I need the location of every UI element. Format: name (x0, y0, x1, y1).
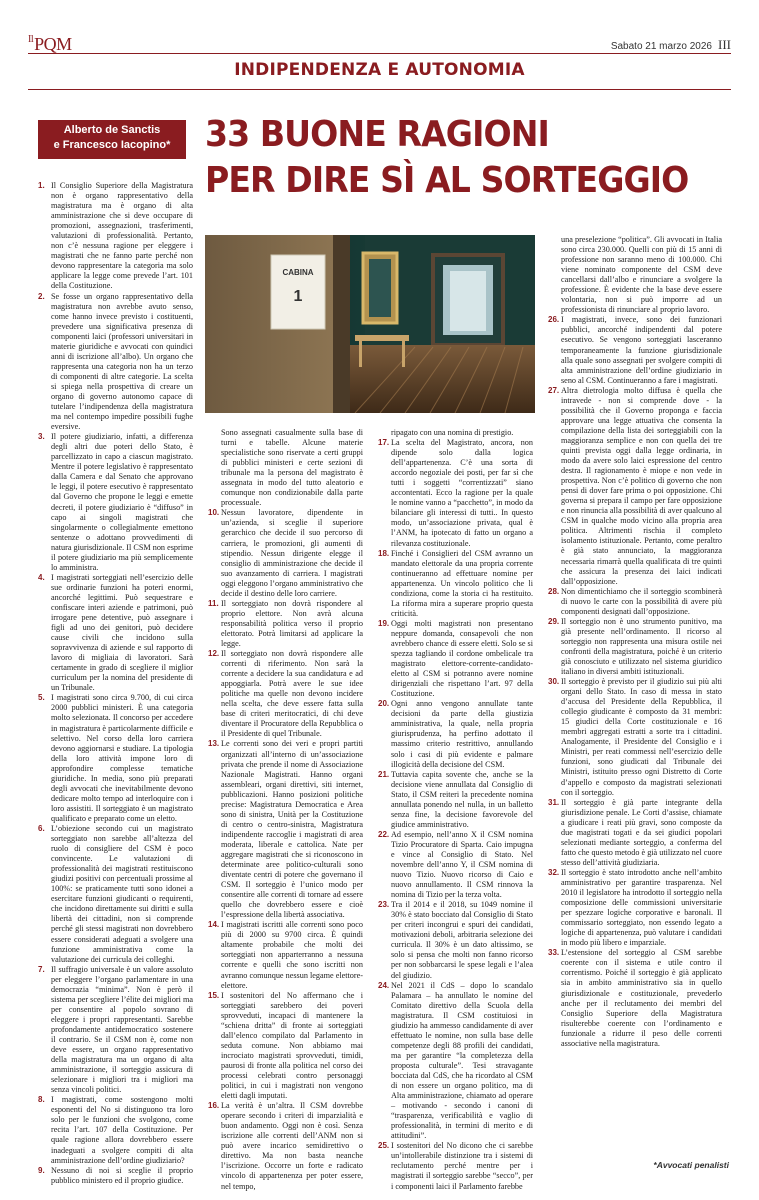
reason-item (38, 432, 193, 573)
reason-number: 33. (548, 948, 560, 958)
reason-item (38, 824, 193, 965)
header-rule (28, 53, 731, 54)
reason-text: Tra il 2014 e il 2018, su 1049 nomine il 30% è stato bocciato dal Consiglio di Stato per criteri incongrui e spuri dei candidati, motivazioni deboli, arbitraria selezione dei curricula. Il 30% è un dato altissimo, se solo si pensa che molti non fanno ricorso per non sobbarcarsi le spese legali e l’alea del giudizio. (391, 900, 533, 980)
reason-item (38, 573, 193, 694)
reason-text: Nessun lavoratore, dipendente in un’azienda, si sceglie il superiore gerarchico che decide il suo percorso di carriera, le promozioni, gli aumenti di stipendio. Nessun dirigente elegge il consiglio di amministrazione che decide il suo avanzamento di carriera. I magistrati oggi eleggono l’organo amministrativo che decide il destino delle loro carriere. (221, 508, 363, 598)
reason-text: Finché i Consiglieri del CSM avranno un mandato elettorale da una propria corrente continueranno ad effettuare nomine per appartenenza. Un vincolo politico che li condiziona, come la storia ci ha restituito. La riforma mira a superare proprio questa criticità. (391, 548, 533, 618)
reason-text: L’obiezione secondo cui un magistrato sorteggiato non sarebbe all’altezza del ruolo di consigliere del CSM è poco convincente. Le valutazioni di professionalità dei magistrati restituiscono giudizi positivi con percentuali prossime al 100%: se praticamente tutti sono idonei a esercitare funzioni giudicanti o requirenti, che incidono direttamente sui diritti e sulla libertà dei cittadini, non si comprende perché gli stessi magistrati non dovrebbero essere considerati adeguati a svolgere una funzione amministrativa come la valutazione dei curricula dei colleghi. (51, 824, 193, 964)
page-dateline (611, 37, 731, 53)
reason-number (378, 428, 391, 438)
reason-number: 5. (38, 693, 45, 703)
reason-item (548, 235, 722, 315)
article-column-1 (38, 181, 193, 1186)
author-line-2: e Francesco Iacopino* (53, 139, 171, 151)
reason-item (548, 798, 722, 868)
reason-item (378, 428, 533, 438)
reason-item (38, 292, 193, 433)
reason-text: Ogni anno vengono annullate tante decisioni da parte della giustizia amministrativa, la quale, nella propria giurisprudenza, ha perfino adottato il massimo criterio restrittivo, annullando solo i casi di più evidente e palmare illogicità della decisione del CSM. (391, 699, 533, 769)
reason-text: I magistrati iscritti alle correnti sono poco più di 2000 su 9700 circa. È quindi altamente probabile che molti dei sorteggiati non apparterranno a nessuna corrente e quelli che sono iscritti non avranno comunque nessun legame elettore-elettore. (221, 920, 363, 990)
page-number: III (718, 37, 731, 52)
reason-text: Il sorteggiato non dovrà rispondere alle correnti di riferimento. Non sarà la corrente a decidere la sua candidatura e ad appoggiarla. Potrà avere le sue idee politiche ma quelle non devono incidere nella scelta, che deve essere fatta sulla base di criteri meritocratici, di chi deve diventare il Procuratore della Repubblica o il Presidente di quel Tribunale. (221, 649, 363, 739)
reason-text: Ad esempio, nell’anno X il CSM nomina Tizio Procuratore di Sparta. Caio impugna e vince al Consiglio di Stato. Nel novembre dell’anno Y, il CSM nomina di nuovo Tizio. Nuovo ricorso di Caio e nuovo annullamento. Il CSM rinnova la nomina di Tizio per la terza volta. (391, 829, 533, 900)
reason-text: Il sorteggio è previsto per il giudizio sui più alti organi dello Stato. In caso di messa in stato d’accusa del Presidente della Repubblica, il collegio giudicante è composto da 31 membri: 15 giudici della Corte costituzionale e 16 membri aggregati estratti a sorte tra i cittadini. Analogamente, il Presidente del Consiglio e i Ministri, per reati commessi nell’esercizio delle funzioni, sono giudicati dal Tribunale dei Ministri, istituito presso ogni Distretto di Corte d’appello e composto da magistrati selezionati con il sorteggio. (561, 677, 722, 797)
reason-item (208, 1101, 363, 1191)
issue-date: Sabato 21 marzo 2026 (610, 41, 712, 52)
booth-sign-number: 1 (293, 288, 303, 305)
reason-number: 30. (548, 677, 560, 687)
reason-text: Le correnti sono dei veri e propri partiti organizzati all’interno di un’associazione privata che prende il nome di Associazione Nazionale Magistrati. Hanno organi assembleari, organi direttivi, siti internet, pubblicazioni. Hanno posizioni politiche precise: Magistratura Democratica e Area sono di sinistra, Unità per la Costituzione di centro o centro-sinistra, Magistratura indipendente raccoglie i magistrati di area moderata, liberale e cattolica. Nate per aggregare magistrati che si riconoscono in determinate aree politico-culturali sono diventate centri di potere che governano il CSM. Il sorteggio è l’unico modo per consentire alle correnti di tornare ad essere quello che dovrebbero essere e cioè l’espressione della libertà associativa. (221, 739, 363, 920)
reason-item (548, 868, 722, 948)
reason-number: 18. (378, 548, 390, 558)
reason-number: 31. (548, 797, 560, 807)
reason-number: 2. (38, 291, 45, 301)
reason-number: 15. (208, 990, 220, 1000)
reason-number (208, 428, 221, 508)
reason-text: Il suffragio universale è un valore assoluto per eleggere l’organo parlamentare in una democrazia “minima”. Non è però il sistema per scegliere l’élite dei migliori ma per consentire al popolo sovrano di eleggere i propri rappresentanti. Sarebbe profondamente antidemocratico sostenere il contrario. Se il CSM non è, come non deve essere, un organo rappresentativo della magistratura ma un organo di alta amministrazione, il sorteggio assicura di selezionare i migliori tra i migliori ma senza vincoli politici. (51, 964, 193, 1095)
reason-text: La verità è un’altra. Il CSM dovrebbe operare secondo i criteri di imparzialità e buon andamento. Oggi non è così. Senza iscrizione alle correnti dell’ANM non si può avere incarico semidirettivo o direttivo. Ma non basta neanche l’iscrizione. Occorre un forte e radicato vincolo di appartenenza per poter essere, nel tempo, (221, 1101, 363, 1191)
reason-text: ripagato con una nomina di prestigio. (391, 428, 514, 437)
reason-number: 19. (378, 618, 390, 628)
reason-text: I magistrati, come sostengono molti esponenti del No si distinguono tra loro solo per le funzioni che svolgono, come recita l’art. 107 della Costituzione. Per quale ragione allora dovrebbero essere inadeguati a svolgere compiti di alta amministrazione dell’ordine giudiziario? (51, 1095, 193, 1165)
reason-number: 23. (378, 900, 390, 910)
reason-text: I magistrati sorteggiati nell’esercizio delle sue ordinarie funzioni ha poteri enormi, ancorché legittimi. Può sequestrare e confiscare interi aziende e patrimoni, può irrogare pene detentive, può assegnare i figli ad uno dei genitori, può decidere cause civili che incidono sulla sopravvivenza di aziende e sul rapporto di lavoro di migliaia di lavoratori. Sarà certamente in grado di scegliere il miglior curriculum per la nomina del presidente di un Tribunale. (51, 572, 193, 693)
article-column-4 (548, 235, 722, 1049)
reason-number: 21. (378, 769, 390, 779)
reason-number: 12. (208, 649, 220, 659)
reason-number: 22. (378, 829, 390, 839)
reason-number: 3. (38, 432, 45, 442)
reason-item (378, 619, 533, 699)
reason-item (378, 549, 533, 619)
reason-text: Non dimentichiamo che il sorteggio scombinerà di nuovo le carte con la possibilità di avere più componenti designati dall’opposizione. (561, 586, 722, 616)
reason-number: 13. (208, 739, 220, 749)
reason-item (548, 386, 722, 587)
booth-sign-title: CABINA (282, 268, 314, 277)
reason-item (378, 830, 533, 900)
reason-text: Il potere giudiziario, infatti, a differenza degli altri due poteri dello Stato, è parcellizzato in capo a ciascun magistrato. Mentre il potere legislativo è rappresentato dalla Camera e dal Senato che approvano le leggi, il potere esecutivo è rappresentato dal Governo che propone le leggi e emette decreti, il potere giudiziario è “diffuso” in capo ai singoli magistrati che singolarmente o collegialmente emettono sentenze o adottano provvedimenti di natura giurisdizionale. Il CSM non esprime il potere giudiziario ma più semplicemente lo amministra. (51, 432, 193, 572)
reason-item (548, 587, 722, 617)
article-photo (205, 235, 535, 413)
reason-text: Altra dietrologia molto diffusa è quella che intravede - non si comprende dove - la possibilità che il Governo proponga e faccia approvare una legge attuativa che consenta la compilazione della lista dei sorteggiabili con la maggioranza semplice e non con quella dei tre quinti prevista oggi dalla legge ordinaria, in modo da avere solo laici espressione del centro destra. Il ragionamento è miope e non vede in prospettiva. Non c’è politico di governo che non pensi di dover fare prima o poi opposizione. Chi governa si prepara il campo per fare opposizione e non rinuncia alla possibilità di aver qualcuno al CSM in qualche modo vicino alla propria area politica. Altrimenti rischia il completo isolamento istituzionale. Pertanto, come peraltro è già stato annunciato, la maggioranza necessaria rimarrà quella qualificata di tre quinti che assicura la presenza dei laici indicati dall’opposizione. (561, 385, 722, 586)
reason-item (378, 900, 533, 980)
reason-item (378, 1141, 533, 1191)
reason-number: 6. (38, 824, 45, 833)
reason-item (548, 315, 722, 385)
reason-item (38, 693, 193, 824)
reason-number: 1. (38, 181, 45, 190)
reason-item (208, 920, 363, 990)
reason-text: una preselezione “politica”. Gli avvocati in Italia sono circa 230.000. Quelli con più di 15 anni di professione non saranno meno di 100.000. Chi viene nominato componente del CSM deve cancellarsi dall’albo e rinunciare a svolgere la professione. È evidente che la base deve essere volontaria, non si può imporre ad un professionista di rinunciare al proprio lavoro. (561, 235, 722, 315)
reason-item (38, 1166, 193, 1186)
reason-item (548, 677, 722, 798)
reason-text: L’estensione del sorteggio al CSM sarebbe coerente con il sistema e utile contro il correntismo. Poiché il sorteggio è già applicato sia in ambito amministrativo sia in quello giurisdizionale e costituzionale, prevederlo anche per il reclutamento dei membri del Consiglio Superiore della Magistratura risulterebbe coerente con l’ordinamento e funzionale a ridurre il peso delle correnti associative nella magistratura. (561, 948, 722, 1048)
section-rule (28, 89, 731, 90)
reason-text: Tuttavia capita sovente che, anche se la decisione viene annullata dal Consiglio di Stato, il CSM reiteri la precedente nomina annullata ponendo nel nulla, in un balletto senza fine, la decisione favorevole del giudice amministrativo. (391, 769, 533, 829)
headline-line-2: PER DIRE SÌ AL SORTEGGIO (205, 160, 689, 201)
reason-item (378, 981, 533, 1142)
reason-text: Oggi molti magistrati non presentano neppure domanda, consapevoli che non avrebbero chance di essere eletti. Solo se si spezza tagliando il cordone ombelicale tra magistrato elettore-corrente-candidato-eletto al CSM si potranno avere nomine dirigenziali che rispettano l’art. 97 della Costituzione. (391, 618, 533, 699)
reason-number: 28. (548, 586, 560, 596)
reason-number: 32. (548, 867, 560, 877)
reason-text: Nel 2021 il CdS – dopo lo scandalo Palamara – ha annullato le nomine del Comitato direttivo della Scuola della magistratura. Il CSM costituiosi in giudizio ha ammesso candidamente di aver effettuato le nomine, non sulla base delle competenze degli 88 profili dei candidati, ma per garantire “la completezza della proposta culturale”. Tesi stravagante bocciata dal CdS, che ha ricordato al CSM di non essere un organo politico, ma di Alta amministrazione, chiamato ad operare – motivando - secondo i canoni di “trasparenza, verificabilità e vaglio di professionalità, in termini di merito e di attitudini”. (391, 980, 533, 1141)
reason-text: Il sorteggio non è uno strumento punitivo, ma già presente nell’ordinamento. Il ricorso al sorteggio non rappresenta una misura ostile nei confronti della magistratura, poiché è un criterio già conosciuto e utilizzato nel sistema giuridico italiano in diversi ambiti istituzionali. (561, 616, 722, 677)
reason-number: 7. (38, 964, 45, 974)
article-headline (205, 112, 693, 204)
headline-line-1: 33 BUONE RAGIONI (205, 114, 549, 155)
reason-item (548, 617, 722, 677)
reason-number: 29. (548, 616, 560, 626)
reason-item (208, 508, 363, 598)
masthead-logo: $^{Il}$PQM (28, 34, 72, 54)
reason-number: 4. (38, 572, 45, 582)
reason-number (548, 235, 561, 315)
voting-booth-photo (205, 235, 535, 413)
reason-number: 10. (208, 508, 220, 518)
section-title: INDIPENDENZA E AUTONOMIA (234, 60, 525, 80)
reason-number: 11. (208, 598, 219, 608)
article-column-2 (208, 428, 363, 1192)
article-column-3 (378, 428, 533, 1192)
reason-item (208, 649, 363, 739)
reason-item (38, 965, 193, 1096)
reason-text: Il sorteggio è già parte integrante della giurisdizione penale. Le Corti d’assise, chiamate a giudicare i reati più gravi, sono composte da due magistrati togati e da sei giudici popolari selezionati mediante sorteggio, a conferma del fatto che questo metodo è già utilizzato nel cuore stesso dell’attività giudiziaria. (561, 797, 722, 867)
reason-number: 20. (378, 699, 390, 709)
reason-text: Il sorteggio è stato introdotto anche nell’ambito amministrativo per garantire trasparenza. Nel 2010 il legislatore ha introdotto il sorteggio nella composizione delle commissioni universitarie per spezzare logiche corporative e baronali. Il commissario sorteggiato, non essendo legato a logiche di appartenenza, può valutare i candidati in modo più libero e imparziale. (561, 867, 722, 948)
reason-text: I sostenitori del No affermano che i sorteggiati sarebbero dei poveri sprovveduti, incapaci di mantenere la “schiena dritta” di fronte ai sorteggiati dall’elenco compilato dal Parlamento in seduta comune. Non abbiamo mai incrociato magistrati sprovveduti, timidi, paurosi di fronte alla politica nel corso dei processi celebrati contro personaggi politici, in cui i magistrati non vengono eletti dagli imputati. (221, 990, 363, 1101)
reason-text: I magistrati sono circa 9.700, di cui circa 2000 pubblici ministeri. È una categoria molto selezionata. Il concorso per accedere in magistratura è particolarmente difficile e selettivo. Nel corso della loro carriera devono aggiornarsi e studiare. La tipologia della loro attività impone loro di approfondire complesse tematiche giuridiche. In media, sono più preparati degli avvocati che inevitabilmente devono dedicare molto tempo ad interloquire con i loro assistiti. Il sorteggiato è un magistrato qualificato e preparato come un eletto. (51, 693, 193, 823)
reason-number: 9. (38, 1165, 45, 1175)
reason-number: 24. (378, 980, 390, 990)
reason-text: I sostenitori del No dicono che ci sarebbe un’intollerabile distinzione tra i sistemi di reclutamento perché mentre per i magistrati il sorteggio sarebbe “secco”, per i componenti laici il Parlamento farebbe (391, 1141, 533, 1191)
author-line-1: Alberto de Sanctis (63, 124, 161, 136)
reason-item (38, 181, 193, 292)
reason-text: Sono assegnati casualmente sulla base di turni e tabelle. Alcune materie specialistiche sono riservate a certi gruppi di pubblici ministeri e certe sezioni di tribunale ma la persona del magistrato è assegnata in modo del tutto aleatorio e comunque non condizionabile dalla parte processuale. (221, 428, 363, 508)
reason-number: 17. (378, 438, 390, 448)
reason-text: Il sorteggiato non dovrà rispondere al proprio elettore. Non avrà alcuna responsabilità politica verso il proprio elettorato. Potrà limitarsi ad applicare la legge. (221, 598, 363, 648)
reason-item (548, 948, 722, 1048)
author-byline (38, 120, 186, 159)
reason-item (208, 991, 363, 1102)
reason-number: 25. (378, 1141, 390, 1151)
reason-item (208, 739, 363, 920)
reason-number: 14. (208, 920, 220, 930)
reason-item (38, 1095, 193, 1165)
reason-number: 8. (38, 1095, 45, 1105)
footnote: *Avvocati penalisti (653, 1160, 729, 1170)
reason-item (378, 699, 533, 769)
reason-item (378, 770, 533, 830)
reason-text: Nessuno di noi si sceglie il proprio pubblico ministero ed il proprio giudice. (51, 1165, 193, 1185)
reason-text: La scelta del Magistrato, ancora, non dipende solo dalla logica dell’appartenenza. C’è una sorta di accordo negoziale dei posti, per far sì che tutti i soggetti “correntizzati” siano accontentati. Ecco la ragione per la quale le nomine vanno a “pacchetto”, in modo da bilanciare gli interessi di tutti.. In questo modo, un’associazione privata, qual è l’ANM, ha ipotecato di fatto un organo a rilevanza costituzionale. (391, 438, 533, 548)
reason-item (378, 438, 533, 549)
reason-text: Il Consiglio Superiore della Magistratura non è organo rappresentativo della magistratura ma è organo di alta amministrazione che si deve occupare di promozioni, assegnazioni, trasferimenti, valutazioni di professionalità. Pertanto, non c’è nessuna ragione per eleggere i magistrati che ne fanno parte perché non devono rappresentare la categoria ma solo applicare la legge come prevede l’art. 101 della Costituzione. (51, 181, 193, 291)
reason-text: I magistrati, invece, sono dei funzionari pubblici, ancorché indipendenti dal potere esecutivo. Se vengono sorteggiati lasceranno temporaneamente la funzione giurisdizionale alla quale sono assegnati per svolgere compiti di alta amministrazione dell’ordine giudiziario in seno al CSM. Continueranno a fare i magistrati. (561, 315, 722, 385)
reason-item (208, 599, 363, 649)
reason-number: 27. (548, 385, 560, 395)
reason-number: 16. (208, 1101, 220, 1111)
reason-text: Se fosse un organo rappresentativo della magistratura non avrebbe avuto senso, come hanno invece previsto i costituenti, prevedere una significativa presenza di componenti laici (professori universitari in materie giuridiche e avvocati con quindici anni di iscrizione all’albo). Un organo che rappresenta una categoria non ha un terzo di componenti di altre categorie. La scelta si spiega nella prospettiva di creare un organo di governo autonomo capace di tutelare l’indipendenza della magistratura ma nel contempo impedire possibili fughe eversive. (51, 291, 193, 432)
reason-item (208, 428, 363, 508)
reason-number: 26. (548, 315, 560, 325)
